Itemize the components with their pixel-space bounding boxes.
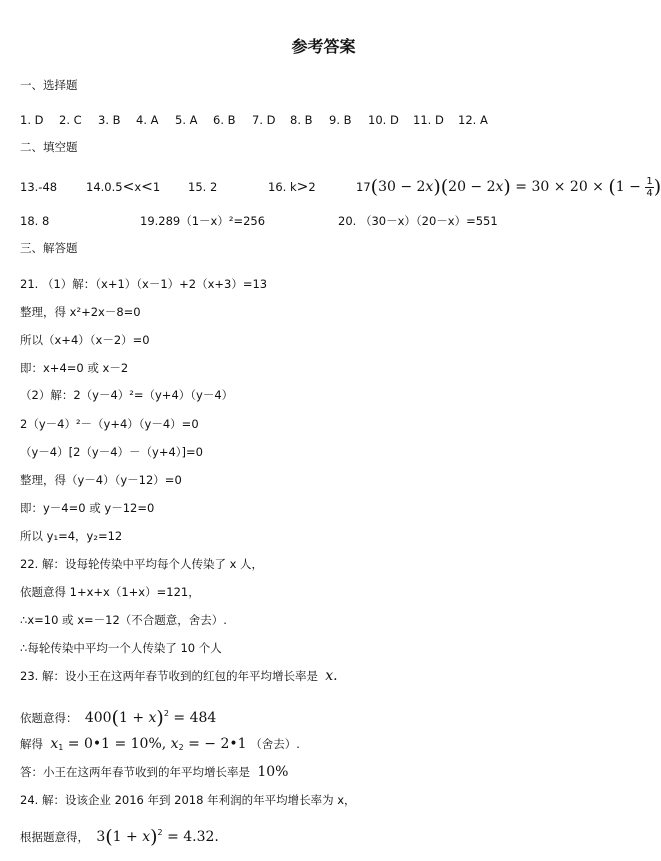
answer-1: 1. D xyxy=(20,113,44,127)
answer-7: 7. D xyxy=(252,113,276,127)
answer-10: 10. D xyxy=(368,113,399,127)
answer-19: 19.289（1－x）²=256 xyxy=(140,214,266,228)
solution-equation-24: 根据题意得， $3(1 + x)^2 = 4.32$. xyxy=(20,826,219,848)
solution-line: ∴x=10 或 x=－12（不合题意，舍去）. xyxy=(20,613,227,627)
answer-8: 8. B xyxy=(290,113,313,127)
solution-line: 依题意得 1+x+x（1+x）=121， xyxy=(20,585,200,599)
solution-line: （2）解：2（y－4）²=（y+4）（y－4） xyxy=(20,388,234,402)
answer-4: 4. A xyxy=(136,113,159,127)
fraction-one-quarter: $\frac{1}{4}$ xyxy=(646,176,653,199)
solution-line-23: 23. 解：设小王在这两年春节收到的红包的年平均增长率是 x. xyxy=(20,668,338,684)
solution-equation-23: 依题意得： $400(1 + x)^2 = 484$ xyxy=(20,707,217,729)
solution-line: 所以 y₁=4，y₂=12 xyxy=(20,529,123,543)
solution-line: 整理，得 x²+2x－8=0 xyxy=(20,305,141,319)
answer-14: 14.0.5<x<1 xyxy=(86,179,161,195)
answer-17: 17(30 − 2x)(20 − 2x) = 30 × 20 × (1 − $\frac{1}{4}$ ) xyxy=(356,176,661,199)
answer-11: 11. D xyxy=(413,113,444,127)
section-heading-solution: 三、解答题 xyxy=(20,241,78,255)
page-title: 参考答案 xyxy=(291,37,356,56)
solution-line: （y－4）[2（y－4）－（y+4）]=0 xyxy=(20,445,203,459)
answer-12: 12. A xyxy=(458,113,488,127)
solution-line: 22. 解：设每轮传染中平均每个人传染了 x 人， xyxy=(20,557,264,571)
answer-5: 5. A xyxy=(175,113,198,127)
solution-answer-23: 答：小王在这两年春节收到的年平均增长率是 10% xyxy=(20,764,289,780)
solution-line: 即：x+4=0 或 x－2 xyxy=(20,361,129,375)
answer-20: 20. （30－x）（20－x）=551 xyxy=(338,214,498,228)
solution-line: 即：y－4=0 或 y－12=0 xyxy=(20,501,155,515)
solution-result-23: 解得 $x_1$ = 0•1 = 10%, $x_2$ = − 2•1 （舍去）. xyxy=(20,736,300,752)
answer-6: 6. B xyxy=(213,113,236,127)
solution-line: ∴每轮传染中平均一个人传染了 10 个人 xyxy=(20,641,222,655)
answer-18: 18. 8 xyxy=(20,214,50,228)
answer-13: 13.-48 xyxy=(20,180,58,194)
solution-line-24: 24. 解：设该企业 2016 年到 2018 年利润的年平均增长率为 x， xyxy=(20,793,356,807)
answer-15: 15. 2 xyxy=(188,180,218,194)
solution-line: 21. （1）解：（x+1）（x－1）+2（x+3）=13 xyxy=(20,277,268,291)
answer-2: 2. C xyxy=(59,113,82,127)
answer-3: 3. B xyxy=(98,113,121,127)
solution-line: 所以（x+4）（x－2）=0 xyxy=(20,333,150,347)
solution-line: 整理，得（y－4）（y－12）=0 xyxy=(20,473,182,487)
section-heading-fill: 二、填空题 xyxy=(20,140,78,154)
solution-line: 2（y－4）²－（y+4）（y－4）=0 xyxy=(20,417,199,431)
section-heading-choice: 一、选择题 xyxy=(20,78,78,92)
answer-9: 9. B xyxy=(329,113,352,127)
answer-16: 16. k>2 xyxy=(268,179,316,195)
